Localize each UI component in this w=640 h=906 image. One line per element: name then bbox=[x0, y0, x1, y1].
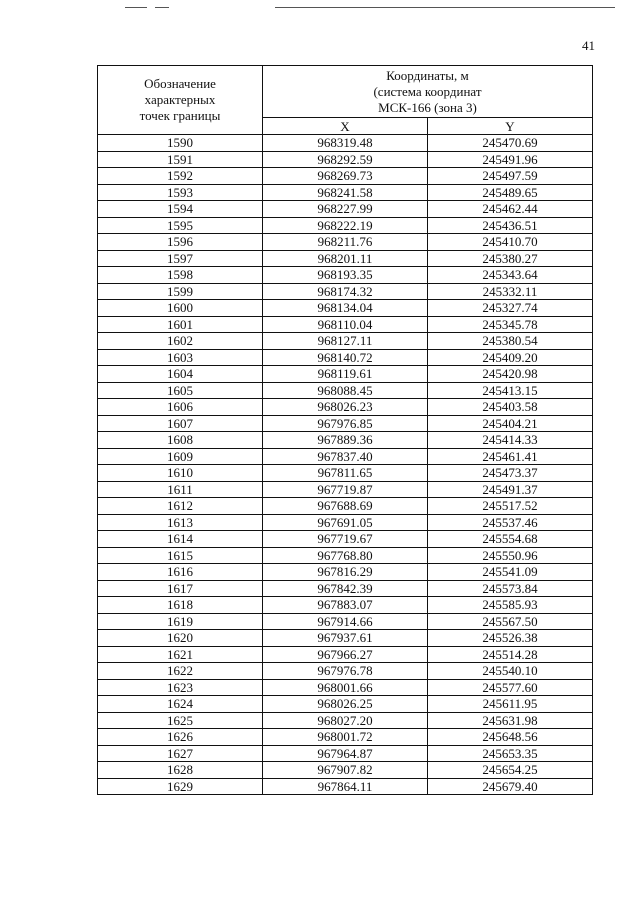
point-cell: 1594 bbox=[98, 201, 263, 218]
table-row bbox=[98, 217, 593, 234]
point-cell: 1614 bbox=[98, 531, 263, 548]
table-row bbox=[98, 762, 593, 779]
table-row bbox=[98, 432, 593, 449]
x-column-header: X bbox=[263, 118, 428, 135]
table-row bbox=[98, 366, 593, 383]
x-coordinate-cell: 968026.23 bbox=[263, 399, 428, 416]
x-coordinate-cell: 967914.66 bbox=[263, 613, 428, 630]
y-column-header: Y bbox=[428, 118, 593, 135]
x-coordinate-cell: 967964.87 bbox=[263, 745, 428, 762]
scan-line-left bbox=[125, 7, 147, 8]
table-row bbox=[98, 316, 593, 333]
y-coordinate-cell: 245404.21 bbox=[428, 415, 593, 432]
y-coordinate-cell: 245413.15 bbox=[428, 382, 593, 399]
point-cell: 1628 bbox=[98, 762, 263, 779]
point-cell: 1616 bbox=[98, 564, 263, 581]
y-coordinate-cell: 245550.96 bbox=[428, 547, 593, 564]
point-cell: 1615 bbox=[98, 547, 263, 564]
y-coordinate-cell: 245470.69 bbox=[428, 135, 593, 152]
y-coordinate-cell: 245514.28 bbox=[428, 646, 593, 663]
point-cell: 1618 bbox=[98, 597, 263, 614]
y-coordinate-cell: 245554.68 bbox=[428, 531, 593, 548]
x-coordinate-cell: 967907.82 bbox=[263, 762, 428, 779]
y-coordinate-cell: 245491.96 bbox=[428, 151, 593, 168]
coords-header-line: Координаты, м bbox=[386, 67, 469, 83]
table-row bbox=[98, 778, 593, 795]
y-coordinate-cell: 245345.78 bbox=[428, 316, 593, 333]
table-body bbox=[98, 135, 593, 795]
point-designation-header bbox=[98, 66, 263, 135]
y-coordinate-cell: 245403.58 bbox=[428, 399, 593, 416]
x-coordinate-cell: 967768.80 bbox=[263, 547, 428, 564]
x-coordinate-cell: 968227.99 bbox=[263, 201, 428, 218]
table-row bbox=[98, 564, 593, 581]
table-row bbox=[98, 745, 593, 762]
table-row bbox=[98, 349, 593, 366]
table-row bbox=[98, 547, 593, 564]
point-cell: 1592 bbox=[98, 168, 263, 185]
point-cell: 1617 bbox=[98, 580, 263, 597]
point-cell: 1602 bbox=[98, 333, 263, 350]
table-row bbox=[98, 514, 593, 531]
x-coordinate-cell: 968001.72 bbox=[263, 729, 428, 746]
coords-header-line: МСК-166 (зона 3) bbox=[378, 99, 477, 115]
table-row bbox=[98, 613, 593, 630]
table-row bbox=[98, 168, 593, 185]
x-coordinate-cell: 967842.39 bbox=[263, 580, 428, 597]
x-coordinate-cell: 968201.11 bbox=[263, 250, 428, 267]
table-row bbox=[98, 531, 593, 548]
point-header-line: точек границы bbox=[139, 108, 221, 123]
point-cell: 1593 bbox=[98, 184, 263, 201]
scan-line-right bbox=[275, 7, 615, 8]
table-row bbox=[98, 399, 593, 416]
x-coordinate-cell: 967816.29 bbox=[263, 564, 428, 581]
x-coordinate-cell: 967889.36 bbox=[263, 432, 428, 449]
y-coordinate-cell: 245332.11 bbox=[428, 283, 593, 300]
table-row bbox=[98, 333, 593, 350]
x-coordinate-cell: 967937.61 bbox=[263, 630, 428, 647]
table-row bbox=[98, 415, 593, 432]
point-cell: 1598 bbox=[98, 267, 263, 284]
coordinates-header bbox=[263, 66, 593, 118]
y-coordinate-cell: 245573.84 bbox=[428, 580, 593, 597]
table-row bbox=[98, 481, 593, 498]
point-cell: 1610 bbox=[98, 465, 263, 482]
y-coordinate-cell: 245577.60 bbox=[428, 679, 593, 696]
x-coordinate-cell: 968001.66 bbox=[263, 679, 428, 696]
x-coordinate-cell: 967837.40 bbox=[263, 448, 428, 465]
y-coordinate-cell: 245473.37 bbox=[428, 465, 593, 482]
x-coordinate-cell: 967976.85 bbox=[263, 415, 428, 432]
point-cell: 1596 bbox=[98, 234, 263, 251]
point-cell: 1603 bbox=[98, 349, 263, 366]
point-header-line: Обозначение bbox=[144, 76, 216, 91]
point-cell: 1590 bbox=[98, 135, 263, 152]
y-coordinate-cell: 245461.41 bbox=[428, 448, 593, 465]
x-coordinate-cell: 967966.27 bbox=[263, 646, 428, 663]
x-coordinate-cell: 967688.69 bbox=[263, 498, 428, 515]
x-coordinate-cell: 968127.11 bbox=[263, 333, 428, 350]
table-row bbox=[98, 498, 593, 515]
table-row bbox=[98, 712, 593, 729]
x-coordinate-cell: 967719.67 bbox=[263, 531, 428, 548]
point-cell: 1600 bbox=[98, 300, 263, 317]
y-coordinate-cell: 245409.20 bbox=[428, 349, 593, 366]
table-row bbox=[98, 663, 593, 680]
y-coordinate-cell: 245540.10 bbox=[428, 663, 593, 680]
x-coordinate-cell: 968211.76 bbox=[263, 234, 428, 251]
table-row bbox=[98, 135, 593, 152]
point-cell: 1619 bbox=[98, 613, 263, 630]
point-cell: 1624 bbox=[98, 696, 263, 713]
x-coordinate-cell: 967691.05 bbox=[263, 514, 428, 531]
y-coordinate-cell: 245343.64 bbox=[428, 267, 593, 284]
x-coordinate-cell: 968140.72 bbox=[263, 349, 428, 366]
table-row bbox=[98, 448, 593, 465]
point-cell: 1620 bbox=[98, 630, 263, 647]
y-coordinate-cell: 245497.59 bbox=[428, 168, 593, 185]
table-row bbox=[98, 696, 593, 713]
y-coordinate-cell: 245653.35 bbox=[428, 745, 593, 762]
y-coordinate-cell: 245489.65 bbox=[428, 184, 593, 201]
point-cell: 1605 bbox=[98, 382, 263, 399]
table-row bbox=[98, 382, 593, 399]
table-row bbox=[98, 201, 593, 218]
table-row bbox=[98, 597, 593, 614]
table-row bbox=[98, 646, 593, 663]
table-row bbox=[98, 184, 593, 201]
point-cell: 1591 bbox=[98, 151, 263, 168]
point-cell: 1601 bbox=[98, 316, 263, 333]
point-cell: 1612 bbox=[98, 498, 263, 515]
y-coordinate-cell: 245327.74 bbox=[428, 300, 593, 317]
point-cell: 1608 bbox=[98, 432, 263, 449]
y-coordinate-cell: 245679.40 bbox=[428, 778, 593, 795]
x-coordinate-cell: 967883.07 bbox=[263, 597, 428, 614]
y-coordinate-cell: 245380.27 bbox=[428, 250, 593, 267]
table-row bbox=[98, 630, 593, 647]
table-row bbox=[98, 729, 593, 746]
x-coordinate-cell: 967811.65 bbox=[263, 465, 428, 482]
x-coordinate-cell: 967864.11 bbox=[263, 778, 428, 795]
y-coordinate-cell: 245567.50 bbox=[428, 613, 593, 630]
y-coordinate-cell: 245420.98 bbox=[428, 366, 593, 383]
x-coordinate-cell: 968088.45 bbox=[263, 382, 428, 399]
x-coordinate-cell: 968193.35 bbox=[263, 267, 428, 284]
x-coordinate-cell: 968241.58 bbox=[263, 184, 428, 201]
point-cell: 1625 bbox=[98, 712, 263, 729]
table-row bbox=[98, 465, 593, 482]
x-coordinate-cell: 968292.59 bbox=[263, 151, 428, 168]
y-coordinate-cell: 245517.52 bbox=[428, 498, 593, 515]
x-coordinate-cell: 968026.25 bbox=[263, 696, 428, 713]
x-coordinate-cell: 968027.20 bbox=[263, 712, 428, 729]
coordinates-table bbox=[97, 65, 593, 795]
x-coordinate-cell: 967976.78 bbox=[263, 663, 428, 680]
y-coordinate-cell: 245410.70 bbox=[428, 234, 593, 251]
table-row bbox=[98, 151, 593, 168]
table-row bbox=[98, 283, 593, 300]
point-cell: 1629 bbox=[98, 778, 263, 795]
y-coordinate-cell: 245462.44 bbox=[428, 201, 593, 218]
x-coordinate-cell: 968222.19 bbox=[263, 217, 428, 234]
x-coordinate-cell: 967719.87 bbox=[263, 481, 428, 498]
point-cell: 1606 bbox=[98, 399, 263, 416]
point-cell: 1609 bbox=[98, 448, 263, 465]
point-cell: 1604 bbox=[98, 366, 263, 383]
point-cell: 1622 bbox=[98, 663, 263, 680]
point-cell: 1621 bbox=[98, 646, 263, 663]
point-cell: 1627 bbox=[98, 745, 263, 762]
header-row-main bbox=[98, 66, 593, 118]
point-cell: 1599 bbox=[98, 283, 263, 300]
y-coordinate-cell: 245380.54 bbox=[428, 333, 593, 350]
table-row bbox=[98, 300, 593, 317]
y-coordinate-cell: 245414.33 bbox=[428, 432, 593, 449]
coords-header-line: (система координат bbox=[373, 83, 482, 99]
y-coordinate-cell: 245654.25 bbox=[428, 762, 593, 779]
y-coordinate-cell: 245611.95 bbox=[428, 696, 593, 713]
point-cell: 1613 bbox=[98, 514, 263, 531]
y-coordinate-cell: 245491.37 bbox=[428, 481, 593, 498]
x-coordinate-cell: 968134.04 bbox=[263, 300, 428, 317]
table-row bbox=[98, 234, 593, 251]
table-row bbox=[98, 679, 593, 696]
y-coordinate-cell: 245585.93 bbox=[428, 597, 593, 614]
point-header-line: характерных bbox=[144, 92, 216, 107]
table-row bbox=[98, 267, 593, 284]
table-row bbox=[98, 250, 593, 267]
y-coordinate-cell: 245526.38 bbox=[428, 630, 593, 647]
x-coordinate-cell: 968174.32 bbox=[263, 283, 428, 300]
table-header bbox=[98, 66, 593, 135]
table-row bbox=[98, 580, 593, 597]
x-coordinate-cell: 968119.61 bbox=[263, 366, 428, 383]
x-coordinate-cell: 968110.04 bbox=[263, 316, 428, 333]
point-cell: 1597 bbox=[98, 250, 263, 267]
y-coordinate-cell: 245541.09 bbox=[428, 564, 593, 581]
point-cell: 1607 bbox=[98, 415, 263, 432]
scan-line-left-2 bbox=[155, 7, 169, 8]
y-coordinate-cell: 245537.46 bbox=[428, 514, 593, 531]
y-coordinate-cell: 245631.98 bbox=[428, 712, 593, 729]
point-cell: 1595 bbox=[98, 217, 263, 234]
y-coordinate-cell: 245436.51 bbox=[428, 217, 593, 234]
page-number: 41 bbox=[582, 38, 595, 53]
x-coordinate-cell: 968269.73 bbox=[263, 168, 428, 185]
y-coordinate-cell: 245648.56 bbox=[428, 729, 593, 746]
point-cell: 1623 bbox=[98, 679, 263, 696]
point-cell: 1611 bbox=[98, 481, 263, 498]
x-coordinate-cell: 968319.48 bbox=[263, 135, 428, 152]
point-cell: 1626 bbox=[98, 729, 263, 746]
